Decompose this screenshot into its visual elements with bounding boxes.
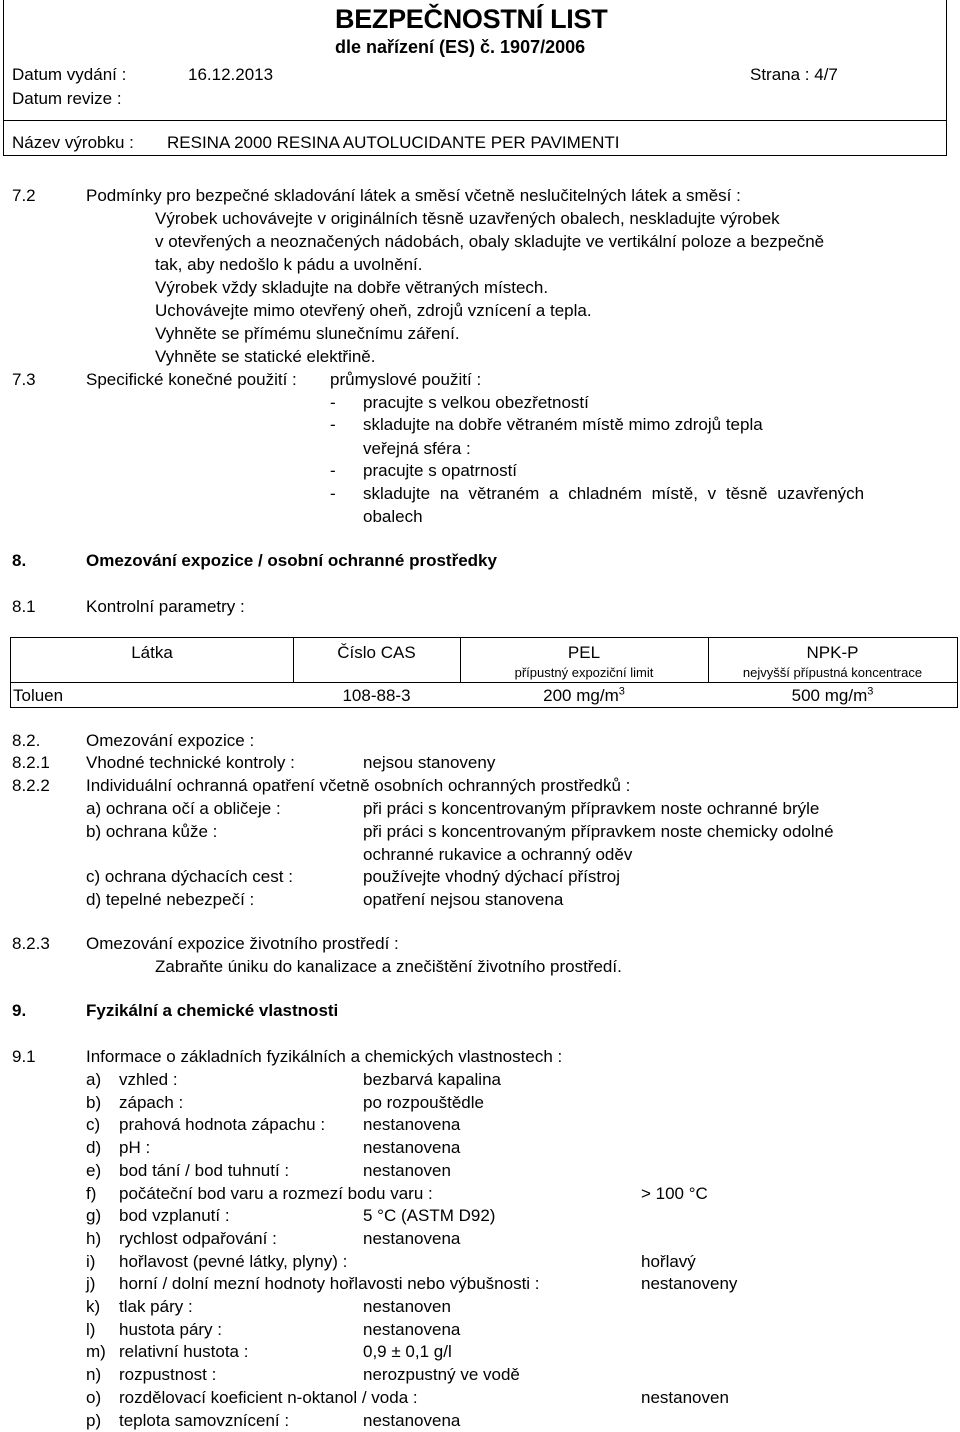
bullet-dash: - xyxy=(330,461,336,480)
property-letter: e) xyxy=(86,1161,102,1180)
section-heading: Fyzikální a chemické vlastnosti xyxy=(86,1001,339,1020)
property-letter: d) xyxy=(86,1138,102,1157)
table-divider xyxy=(11,682,957,683)
product-label: Název výrobku : xyxy=(12,133,134,152)
use-item: pracujte s velkou obezřetností xyxy=(363,393,589,412)
section-number: 8.2.2 xyxy=(12,776,50,795)
issue-date: 16.12.2013 xyxy=(188,65,274,84)
property-letter: p) xyxy=(86,1411,102,1430)
property-letter: o) xyxy=(86,1388,102,1407)
property-name: zápach : xyxy=(119,1093,184,1112)
table-cell-npk xyxy=(708,687,957,704)
section-title: Kontrolní parametry : xyxy=(86,597,245,616)
property-value: hořlavý xyxy=(641,1252,696,1271)
property-value: nestanovena xyxy=(363,1320,461,1339)
property-letter: n) xyxy=(86,1365,102,1384)
property-value: nestanoveny xyxy=(641,1274,738,1293)
property-name: hořlavost (pevné látky, plyny) : xyxy=(119,1252,348,1271)
section-heading: Omezování expozice / osobní ochranné prostředky xyxy=(86,551,497,570)
ppe-value: opatření nejsou stanovena xyxy=(363,890,564,909)
property-name: rychlost odpařování : xyxy=(119,1229,277,1248)
bullet-dash: - xyxy=(330,484,336,503)
property-name: prahová hodnota zápachu : xyxy=(119,1115,326,1134)
property-letter: l) xyxy=(86,1320,96,1339)
section-number: 7.3 xyxy=(12,370,36,389)
table-header-cas: Číslo CAS xyxy=(337,643,416,662)
property-letter: g) xyxy=(86,1206,102,1225)
section-number: 9.1 xyxy=(12,1047,36,1066)
property-name: bod tání / bod tuhnutí : xyxy=(119,1161,290,1180)
ppe-label: b) ochrana kůže : xyxy=(86,822,218,841)
technical-controls-value: nejsou stanoveny xyxy=(363,753,496,772)
bullet-dash: - xyxy=(330,393,336,412)
property-name: pH : xyxy=(119,1138,151,1157)
property-letter: c) xyxy=(86,1115,101,1134)
property-value: nestanoven xyxy=(641,1388,729,1407)
property-value: 5 °C (ASTM D92) xyxy=(363,1206,496,1225)
table-header-npk-desc: nejvyšší přípustná koncentrace xyxy=(742,665,923,680)
property-name: tlak páry : xyxy=(119,1297,193,1316)
property-name: teplota samovznícení : xyxy=(119,1411,290,1430)
property-name: vzhled : xyxy=(119,1070,178,1089)
property-letter: h) xyxy=(86,1229,102,1248)
property-value: 0,9 ± 0,1 g/l xyxy=(363,1342,452,1361)
property-name: počáteční bod varu a rozmezí bodu varu : xyxy=(119,1184,433,1203)
property-letter: b) xyxy=(86,1093,102,1112)
npk-value: 500 mg/m xyxy=(791,686,868,705)
section-number: 8.1 xyxy=(12,597,36,616)
section-title: Omezování expozice životního prostředí : xyxy=(86,934,399,953)
property-name: rozpustnost : xyxy=(119,1365,217,1384)
section-title: Specifické konečné použití : xyxy=(86,370,297,389)
ppe-label: d) tepelné nebezpečí : xyxy=(86,890,255,909)
storage-line: tak, aby nedošlo k pádu a uvolnění. xyxy=(155,255,423,274)
section-number: 7.2 xyxy=(12,186,36,205)
section-title: Vhodné technické kontroly : xyxy=(86,753,295,772)
section-number: 8.2. xyxy=(12,731,41,750)
use-item: pracujte s opatrností xyxy=(363,461,518,480)
property-value: bezbarvá kapalina xyxy=(363,1070,501,1089)
ppe-value-cont: ochranné rukavice a ochranný oděv xyxy=(363,845,633,864)
property-name: bod vzplanutí : xyxy=(119,1206,230,1225)
property-letter: f) xyxy=(86,1184,97,1203)
property-value: nestanoven xyxy=(363,1161,451,1180)
product-name: RESINA 2000 RESINA AUTOLUCIDANTE PER PAVIMENTI xyxy=(167,133,620,152)
regulation-subtitle: dle nařízení (ES) č. 1907/2006 xyxy=(335,37,586,57)
industrial-use-label: průmyslové použití : xyxy=(330,370,482,389)
ppe-value: používejte vhodný dýchací přístroj xyxy=(363,867,621,886)
property-name: relativní hustota : xyxy=(119,1342,249,1361)
pel-value: 200 mg/m xyxy=(543,686,619,705)
ppe-label: c) ochrana dýchacích cest : xyxy=(86,867,293,886)
table-header-substance: Látka xyxy=(131,643,173,662)
property-letter: i) xyxy=(86,1252,96,1271)
property-value: nestanovena xyxy=(363,1115,461,1134)
storage-line: Uchovávejte mimo otevřený oheň, zdrojů vznícení a tepla. xyxy=(155,301,592,320)
section-number: 8. xyxy=(12,551,27,570)
property-letter: a) xyxy=(86,1070,102,1089)
property-value: > 100 °C xyxy=(641,1184,708,1203)
property-letter: m) xyxy=(86,1342,106,1361)
section-title: Informace o základních fyzikálních a chemických vlastnostech : xyxy=(86,1047,563,1066)
environment-value: Zabraňte úniku do kanalizace a znečištění životního prostředí. xyxy=(155,957,622,976)
property-name: horní / dolní mezní hodnoty hořlavosti nebo výbušnosti : xyxy=(119,1274,540,1293)
property-name: hustota páry : xyxy=(119,1320,223,1339)
property-name: rozdělovací koeficient n-oktanol / voda : xyxy=(119,1388,418,1407)
table-header-pel-desc: přípustný expoziční limit xyxy=(514,665,654,680)
table-cell-cas: 108-88-3 xyxy=(342,686,411,705)
table-cell-pel xyxy=(460,687,708,704)
issue-date-label: Datum vydání : xyxy=(12,65,127,84)
section-title: Podmínky pro bezpečné skladování látek a směsí včetně neslučitelných látek a směsí : xyxy=(86,186,741,205)
ppe-value: při práci s koncentrovaným přípravkem noste ochranné brýle xyxy=(363,799,820,818)
storage-line: Výrobek uchovávejte v originálních těsně uzavřených obalech, neskladujte výrobek xyxy=(155,209,780,228)
use-item-cont: obalech xyxy=(363,507,423,526)
ppe-label: a) ochrana očí a obličeje : xyxy=(86,799,281,818)
property-value: nerozpustný ve vodě xyxy=(363,1365,520,1384)
storage-line: v otevřených a neoznačených nádobách, obaly skladujte ve vertikální poloze a bezpečně xyxy=(155,232,825,251)
section-number: 8.2.1 xyxy=(12,753,50,772)
property-value: nestanovena xyxy=(363,1411,461,1430)
storage-line: Vyhněte se statické elektřině. xyxy=(155,347,376,366)
table-header-npk: NPK-P xyxy=(806,643,859,662)
property-value: nestanoven xyxy=(363,1297,451,1316)
header-divider xyxy=(3,120,946,121)
table-header-pel: PEL xyxy=(567,643,601,662)
bullet-dash: - xyxy=(330,415,336,434)
public-use-label: veřejná sféra : xyxy=(363,439,471,458)
property-letter: j) xyxy=(86,1274,96,1293)
storage-line: Vyhněte se přímému slunečnímu záření. xyxy=(155,324,460,343)
use-item: skladujte na větraném a chladném místě, v těsně uzavřených xyxy=(363,484,865,503)
property-value: nestanovena xyxy=(363,1138,461,1157)
table-cell-substance: Toluen xyxy=(13,686,64,705)
section-title: Individuální ochranná opatření včetně osobních ochranných prostředků : xyxy=(86,776,631,795)
page-number: Strana : 4/7 xyxy=(750,65,838,84)
section-number: 8.2.3 xyxy=(12,934,50,953)
property-value: po rozpouštědle xyxy=(363,1093,484,1112)
property-letter: k) xyxy=(86,1297,101,1316)
storage-line: Výrobek vždy skladujte na dobře větraných místech. xyxy=(155,278,549,297)
exposure-limits-table xyxy=(10,637,958,708)
npk-unit-exponent: 3 xyxy=(867,685,874,698)
section-number: 9. xyxy=(12,1001,27,1020)
ppe-value: při práci s koncentrovaným přípravkem noste chemicky odolné xyxy=(363,822,834,841)
property-value: nestanovena xyxy=(363,1229,461,1248)
section-title: Omezování expozice : xyxy=(86,731,255,750)
document-title: BEZPEČNOSTNÍ LIST xyxy=(335,4,608,34)
revision-date-label: Datum revize : xyxy=(12,89,122,108)
use-item: skladujte na dobře větraném místě mimo zdrojů tepla xyxy=(363,415,763,434)
pel-unit-exponent: 3 xyxy=(618,685,625,698)
